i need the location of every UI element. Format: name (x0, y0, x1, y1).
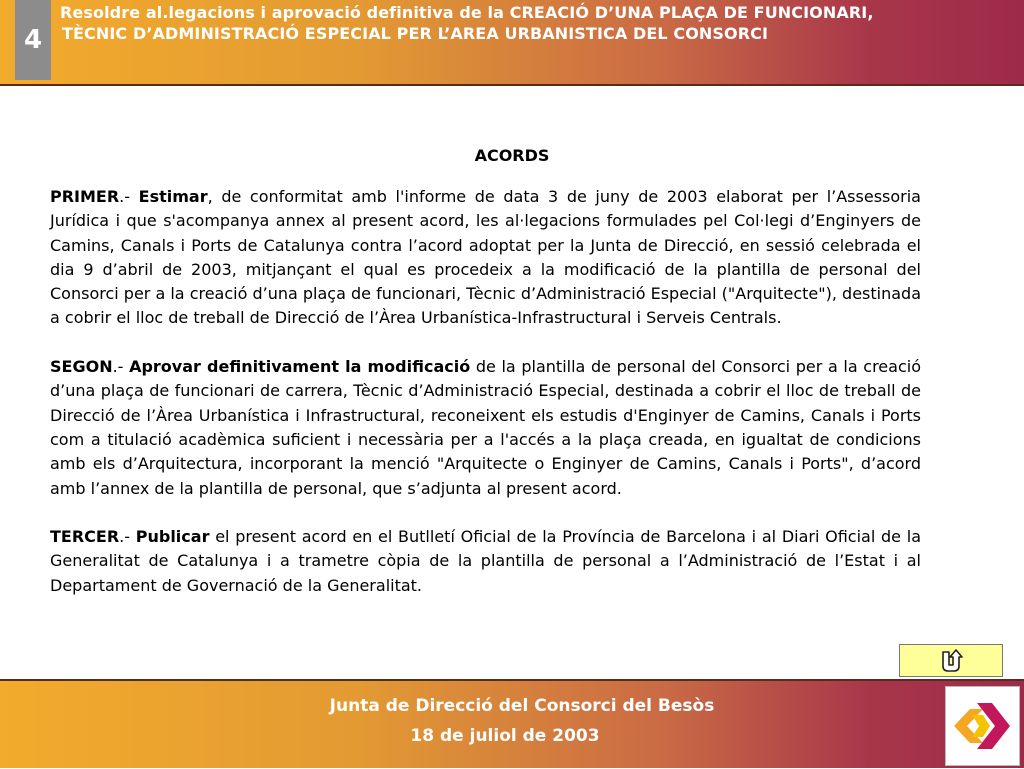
section-heading: ACORDS (474, 146, 550, 165)
agreement-paragraph (50, 185, 921, 331)
footer-date: 18 de juliol de 2003 (410, 726, 600, 746)
agreement-paragraph (50, 525, 921, 598)
agreement-text: , de conformitat amb l'informe de data 3 de juny de 2003 elaborat per l’Assessoria Jurídica i que s'acompanya annex al present acord, les al·legacions formulades pel Col·legi d’Enginyers de Camins, Canals i Ports de Catalunya contra l’acord adoptat per la Junta de Direcció, en sessió celebrada el dia 9 d’abril de 2003, mitjançant el qual es procedeix a la modificació de la plantilla de personal del Consorci per a la creació d’una plaça de funcionari, Tècnic d’Administració Especial ("Arquitecte"), destinada a cobrir el lloc de treball de Direcció de l’Àrea Urbanística-Infrastructural i Serveis Centrals. (50, 187, 921, 328)
agreement-text: el present acord en el Butlletí Oficial de la Província de Barcelona i al Diari Oficial de la Generalitat de Catalunya i a trametre còpia de la plantilla de personal a l’Administració de l’Estat i al Departament de Governació de la Generalitat. (50, 527, 922, 595)
agreement-separator: .- (119, 187, 139, 206)
agreement-separator: .- (119, 527, 136, 547)
footer-organization: Junta de Direcció del Consorci del Besòs (329, 696, 715, 716)
header-banner (0, 0, 1024, 86)
footer-banner (0, 679, 1024, 768)
agreement-paragraph (50, 355, 921, 501)
consorci-logo (945, 686, 1020, 766)
agreement-verb: Estimar (138, 187, 208, 206)
agreement-separator: .- (112, 357, 130, 377)
return-button[interactable] (899, 644, 1003, 677)
agreement-label: PRIMER (50, 187, 120, 206)
slide-title-line2: TÈCNIC D’ADMINISTRACIÓ ESPECIAL PER L’AREA URBANISTICA DEL CONSORCI (62, 24, 769, 43)
agreement-verb: Publicar (135, 527, 210, 547)
slide-number: 4 (15, 0, 51, 80)
slide-title-line1: Resoldre al.legacions i aprovació definitiva de la CREACIÓ D’UNA PLAÇA DE FUNCIONARI, (60, 3, 874, 22)
agreements-body (50, 185, 921, 622)
agreement-text: de la plantilla de personal del Consorci per a la creació d’una plaça de funcionari de carrera, Tècnic d’Administració Especial, destinada a cobrir el lloc de treball de Direcció de l’Àrea Urbanística i Infrastructural, reconeixent els estudis d'Enginyer de Camins, Canals i Ports com a titulació acadèmica suficient i necessària per a l'accés a la plaça creada, en igualtat de condicions amb els d’Arquitectura, incorporant la menció "Arquitecte o Enginyer de Camins, Canals i Ports", d’acord amb l’annex de la plantilla de personal, que s’adjunta al present acord. (50, 357, 921, 498)
slide-title (60, 3, 1012, 44)
logo-mark-icon (946, 687, 1019, 765)
agreement-label: SEGON (50, 357, 113, 377)
agreement-label: TERCER (50, 527, 120, 547)
agreement-verb: Aprovar definitivament la modificació (129, 357, 471, 377)
return-arrow-icon (937, 648, 965, 674)
